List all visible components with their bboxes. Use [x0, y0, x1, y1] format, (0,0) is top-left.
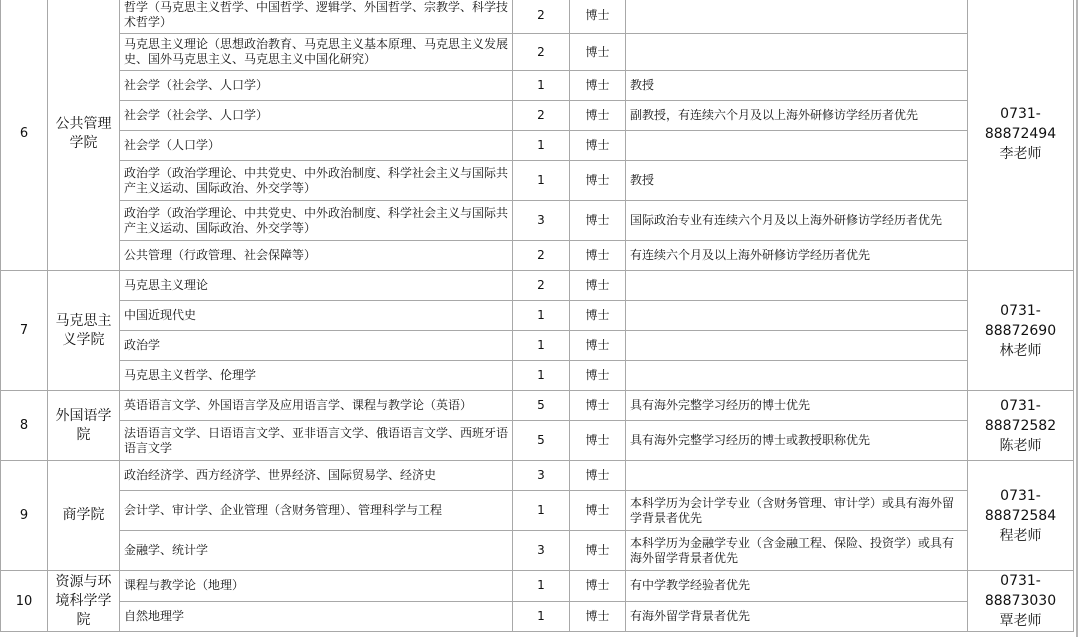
cell-degree[interactable]: 博士 — [570, 201, 626, 241]
cell-degree[interactable]: 博士 — [570, 601, 626, 632]
cell-contact[interactable] — [968, 0, 1074, 271]
cell-count[interactable]: 1 — [513, 301, 570, 331]
cell-count[interactable]: 2 — [513, 0, 570, 34]
cell-requirement[interactable]: 本科学历为会计学专业（含财务管理、审计学）或具有海外留学背景者优先 — [626, 491, 968, 531]
column-divider — [1076, 0, 1078, 637]
cell-requirement[interactable] — [626, 0, 968, 34]
cell-major[interactable]: 政治学 — [120, 331, 513, 361]
cell-college[interactable]: 资源与环境科学学院 — [48, 571, 120, 632]
cell-major[interactable]: 公共管理（行政管理、社会保障等） — [120, 241, 513, 271]
cell-number[interactable]: 8 — [1, 391, 48, 461]
cell-degree[interactable]: 博士 — [570, 301, 626, 331]
contact-teacher: 覃老师 — [999, 613, 1042, 629]
cell-degree[interactable]: 博士 — [570, 71, 626, 101]
cell-count[interactable]: 1 — [513, 601, 570, 632]
cell-count[interactable]: 3 — [513, 531, 570, 571]
cell-requirement[interactable]: 本科学历为金融学专业（含金融工程、保险、投资学）或具有海外留学背景者优先 — [626, 531, 968, 571]
cell-major[interactable]: 哲学（马克思主义哲学、中国哲学、逻辑学、外国哲学、宗教学、科学技术哲学） — [120, 0, 513, 34]
cell-major[interactable]: 社会学（人口学） — [120, 131, 513, 161]
cell-count[interactable]: 2 — [513, 34, 570, 71]
contact-teacher: 程老师 — [999, 527, 1042, 544]
cell-requirement[interactable]: 教授 — [626, 71, 968, 101]
cell-count[interactable]: 1 — [513, 71, 570, 101]
table-row — [1, 131, 1074, 161]
cell-degree[interactable]: 博士 — [570, 421, 626, 461]
cell-major[interactable]: 马克思主义理论（思想政治教育、马克思主义基本原理、马克思主义发展史、国外马克思主义、马克思主义中国化研究） — [120, 34, 513, 71]
cell-major[interactable]: 课程与教学论（地理） — [120, 571, 513, 602]
cell-major[interactable]: 社会学（社会学、人口学） — [120, 101, 513, 131]
cell-degree[interactable]: 博士 — [570, 571, 626, 602]
cell-degree[interactable]: 博士 — [570, 161, 626, 201]
table-row — [1, 491, 1074, 531]
cell-degree[interactable]: 博士 — [570, 361, 626, 391]
cell-major[interactable]: 社会学（社会学、人口学） — [120, 71, 513, 101]
cell-degree[interactable]: 博士 — [570, 101, 626, 131]
table-row — [1, 461, 1074, 491]
contact-phone: 0731-88872494 — [984, 105, 1057, 142]
cell-contact[interactable] — [968, 391, 1074, 461]
table-row — [1, 391, 1074, 421]
contact-teacher: 李老师 — [999, 145, 1042, 162]
cell-count[interactable]: 1 — [513, 571, 570, 602]
cell-degree[interactable]: 博士 — [570, 271, 626, 301]
table-row — [1, 161, 1074, 201]
table-row — [1, 331, 1074, 361]
cell-count[interactable]: 5 — [513, 391, 570, 421]
cell-count[interactable]: 3 — [513, 461, 570, 491]
cell-requirement[interactable]: 副教授，有连续六个月及以上海外研修访学经历者优先 — [626, 101, 968, 131]
table-row — [1, 101, 1074, 131]
table-row — [1, 34, 1074, 71]
cell-number[interactable]: 9 — [1, 461, 48, 571]
table-row — [1, 531, 1074, 571]
cell-count[interactable]: 1 — [513, 361, 570, 391]
table-row — [1, 421, 1074, 461]
cell-requirement[interactable]: 具有海外完整学习经历的博士或教授职称优先 — [626, 421, 968, 461]
cell-requirement[interactable]: 有连续六个月及以上海外研修访学经历者优先 — [626, 241, 968, 271]
cell-contact[interactable] — [968, 571, 1074, 632]
table-row — [1, 301, 1074, 331]
table-row — [1, 271, 1074, 301]
cell-college[interactable]: 马克思主义学院 — [48, 271, 120, 391]
cell-requirement[interactable] — [626, 361, 968, 391]
cell-degree[interactable]: 博士 — [570, 241, 626, 271]
table-row — [1, 0, 1074, 34]
cell-degree[interactable]: 博士 — [570, 391, 626, 421]
cell-number[interactable]: 6 — [1, 0, 48, 271]
cell-requirement[interactable]: 有海外留学背景者优先 — [626, 601, 968, 632]
contact-phone: 0731-88872582 — [984, 397, 1057, 434]
cell-requirement[interactable]: 国际政治专业有连续六个月及以上海外研修访学经历者优先 — [626, 201, 968, 241]
table-row — [1, 71, 1074, 101]
cell-requirement[interactable] — [626, 461, 968, 491]
cell-college[interactable]: 公共管理学院 — [48, 0, 120, 271]
cell-major[interactable]: 政治经济学、西方经济学、世界经济、国际贸易学、经济史 — [120, 461, 513, 491]
contact-teacher: 林老师 — [999, 342, 1042, 359]
cell-contact[interactable] — [968, 271, 1074, 391]
cell-degree[interactable]: 博士 — [570, 131, 626, 161]
cell-requirement[interactable]: 有中学教学经验者优先 — [626, 571, 968, 602]
cell-requirement[interactable] — [626, 331, 968, 361]
cell-major[interactable]: 政治学（政治学理论、中共党史、中外政治制度、科学社会主义与国际共产主义运动、国际政治、外交学等） — [120, 161, 513, 201]
cell-major[interactable]: 英语语言文学、外国语言学及应用语言学、课程与教学论（英语） — [120, 391, 513, 421]
cell-number[interactable]: 7 — [1, 271, 48, 391]
cell-degree[interactable]: 博士 — [570, 531, 626, 571]
cell-degree[interactable]: 博士 — [570, 461, 626, 491]
cell-count[interactable]: 1 — [513, 161, 570, 201]
contact-phone: 0731-88872690 — [984, 302, 1057, 339]
cell-degree[interactable]: 博士 — [570, 0, 626, 34]
cell-college[interactable]: 外国语学院 — [48, 391, 120, 461]
cell-count[interactable]: 1 — [513, 491, 570, 531]
cell-major[interactable]: 马克思主义哲学、伦理学 — [120, 361, 513, 391]
cell-major[interactable]: 政治学（政治学理论、中共党史、中外政治制度、科学社会主义与国际共产主义运动、国际政治、外交学等） — [120, 201, 513, 241]
cell-requirement[interactable] — [626, 271, 968, 301]
cell-count[interactable]: 2 — [513, 101, 570, 131]
cell-major[interactable]: 会计学、审计学、企业管理（含财务管理）、管理科学与工程 — [120, 491, 513, 531]
contact-teacher: 陈老师 — [999, 437, 1042, 454]
cell-major[interactable]: 马克思主义理论 — [120, 271, 513, 301]
cell-major[interactable]: 金融学、统计学 — [120, 531, 513, 571]
cell-requirement[interactable] — [626, 131, 968, 161]
cell-requirement[interactable]: 具有海外完整学习经历的博士优先 — [626, 391, 968, 421]
cell-number[interactable]: 10 — [1, 571, 48, 632]
cell-contact[interactable] — [968, 461, 1074, 571]
cell-requirement[interactable] — [626, 301, 968, 331]
cell-count[interactable]: 3 — [513, 201, 570, 241]
cell-requirement[interactable] — [626, 34, 968, 71]
cell-requirement[interactable]: 教授 — [626, 161, 968, 201]
cell-major[interactable]: 自然地理学 — [120, 601, 513, 632]
cell-count[interactable]: 1 — [513, 131, 570, 161]
cell-count[interactable]: 5 — [513, 421, 570, 461]
table-row — [1, 571, 1074, 602]
cell-major[interactable]: 法语语言文学、日语语言文学、亚非语言文学、俄语语言文学、西班牙语语言文学 — [120, 421, 513, 461]
cell-count[interactable]: 1 — [513, 331, 570, 361]
cell-degree[interactable]: 博士 — [570, 331, 626, 361]
table-row — [1, 201, 1074, 241]
cell-degree[interactable]: 博士 — [570, 491, 626, 531]
table-row — [1, 241, 1074, 271]
contact-phone: 0731-88873030 — [984, 573, 1057, 609]
table-row — [1, 601, 1074, 632]
cell-count[interactable]: 2 — [513, 271, 570, 301]
cell-college[interactable]: 商学院 — [48, 461, 120, 571]
cell-major[interactable]: 中国近现代史 — [120, 301, 513, 331]
cell-degree[interactable]: 博士 — [570, 34, 626, 71]
cell-count[interactable]: 2 — [513, 241, 570, 271]
contact-phone: 0731-88872584 — [984, 487, 1057, 524]
table-row — [1, 361, 1074, 391]
